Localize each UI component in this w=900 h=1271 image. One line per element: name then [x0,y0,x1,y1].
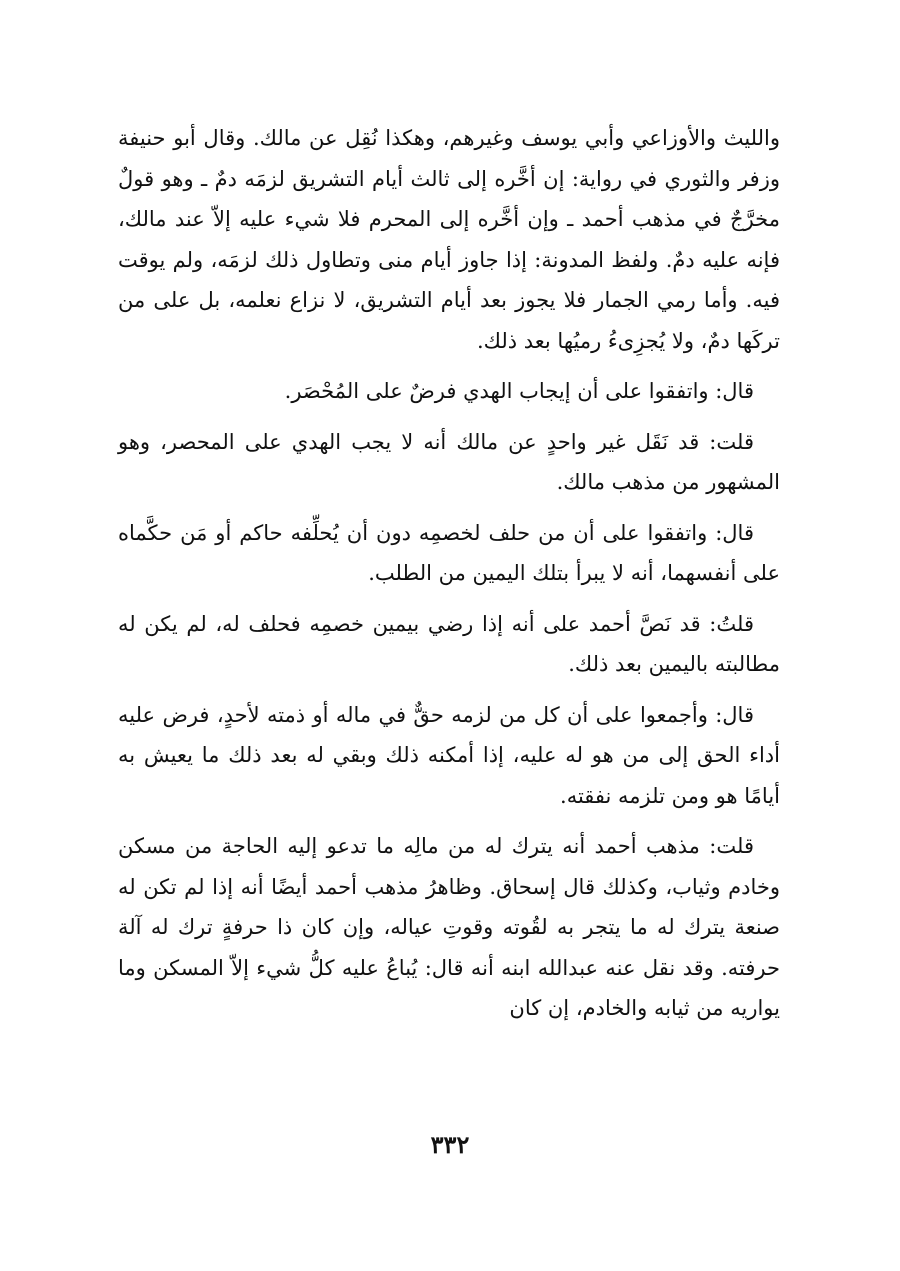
paragraph-continuation: والليث والأوزاعي وأبي يوسف وغيرهم، وهكذا نُقِل عن مالك. وقال أبو حنيفة وزفر والثوري في رواية: إن أخَّره إلى ثالث أيام التشريق لزمَه دمٌ ـ وهو قولٌ مخرَّجٌ في مذهب أحمد ـ وإن أخَّره إلى المحرم فلا شيء عليه إلاّ عند مالك، فإنه عليه دمٌ. ولفظ المدونة: إذا جاوز أيام منى وتطاول ذلك لزمَه، ولم يوقت فيه. وأما رمي الجمار فلا يجوز بعد أيام التشريق، لا نزاع نعلمه، بل على من تركَها دمٌ، ولا يُجزِىءُ رميُها بعد ذلك. [118,126,780,353]
page-body [118,118,780,1029]
paragraph-qultu-yamin: قلتُ: قد نَصَّ أحمد على أنه إذا رضي بيمين خصمِه فحلف له، لم يكن له مطالبته باليمين بعد ذلك. [118,611,780,676]
page-number: ٣٣٢ [430,1130,470,1159]
paragraph-qala-haqq: قال: وأجمعوا على أن كل من لزمه حقٌّ في ماله أو ذمته لأحدٍ، فرض عليه أداء الحق إلى من هو له عليه، إذا أمكنه ذلك وبقي له بعد ذلك ما يعيش به أيامًا هو ومن تلزمه نفقته. [118,702,780,808]
paragraph-qultu-haqq: قلت: مذهب أحمد أنه يترك له من مالِه ما تدعو إليه الحاجة من مسكن وخادم وثياب، وكذلك قال إسحاق. وظاهرُ مذهب أحمد أيضًا أنه إذا لم تكن له صنعة يترك له ما يتجر به لقُوته وقوتِ عياله، وإن كان ذا حرفةٍ ترك له آلة حرفته. وقد نقل عنه عبدالله ابنه أنه قال: يُباعُ عليه كلُّ شيء إلاّ المسكن وما يواريه من ثيابه والخادم، إن كان [118,834,780,1020]
paragraph-qala-hady: قال: واتفقوا على أن إيجاب الهدي فرضٌ على المُحْصَر. [284,379,754,403]
paragraph-qala-yamin: قال: واتفقوا على أن من حلف لخصمِه دون أن يُحلِّفه حاكم أو مَن حكَّماه على أنفسهما، أنه لا يبرأ بتلك اليمين من الطلب. [118,520,780,585]
paragraph-qultu-hady: قلت: قد نَقَل غير واحدٍ عن مالك أنه لا يجب الهدي على المحصر، وهو المشهور من مذهب مالك. [118,429,780,494]
